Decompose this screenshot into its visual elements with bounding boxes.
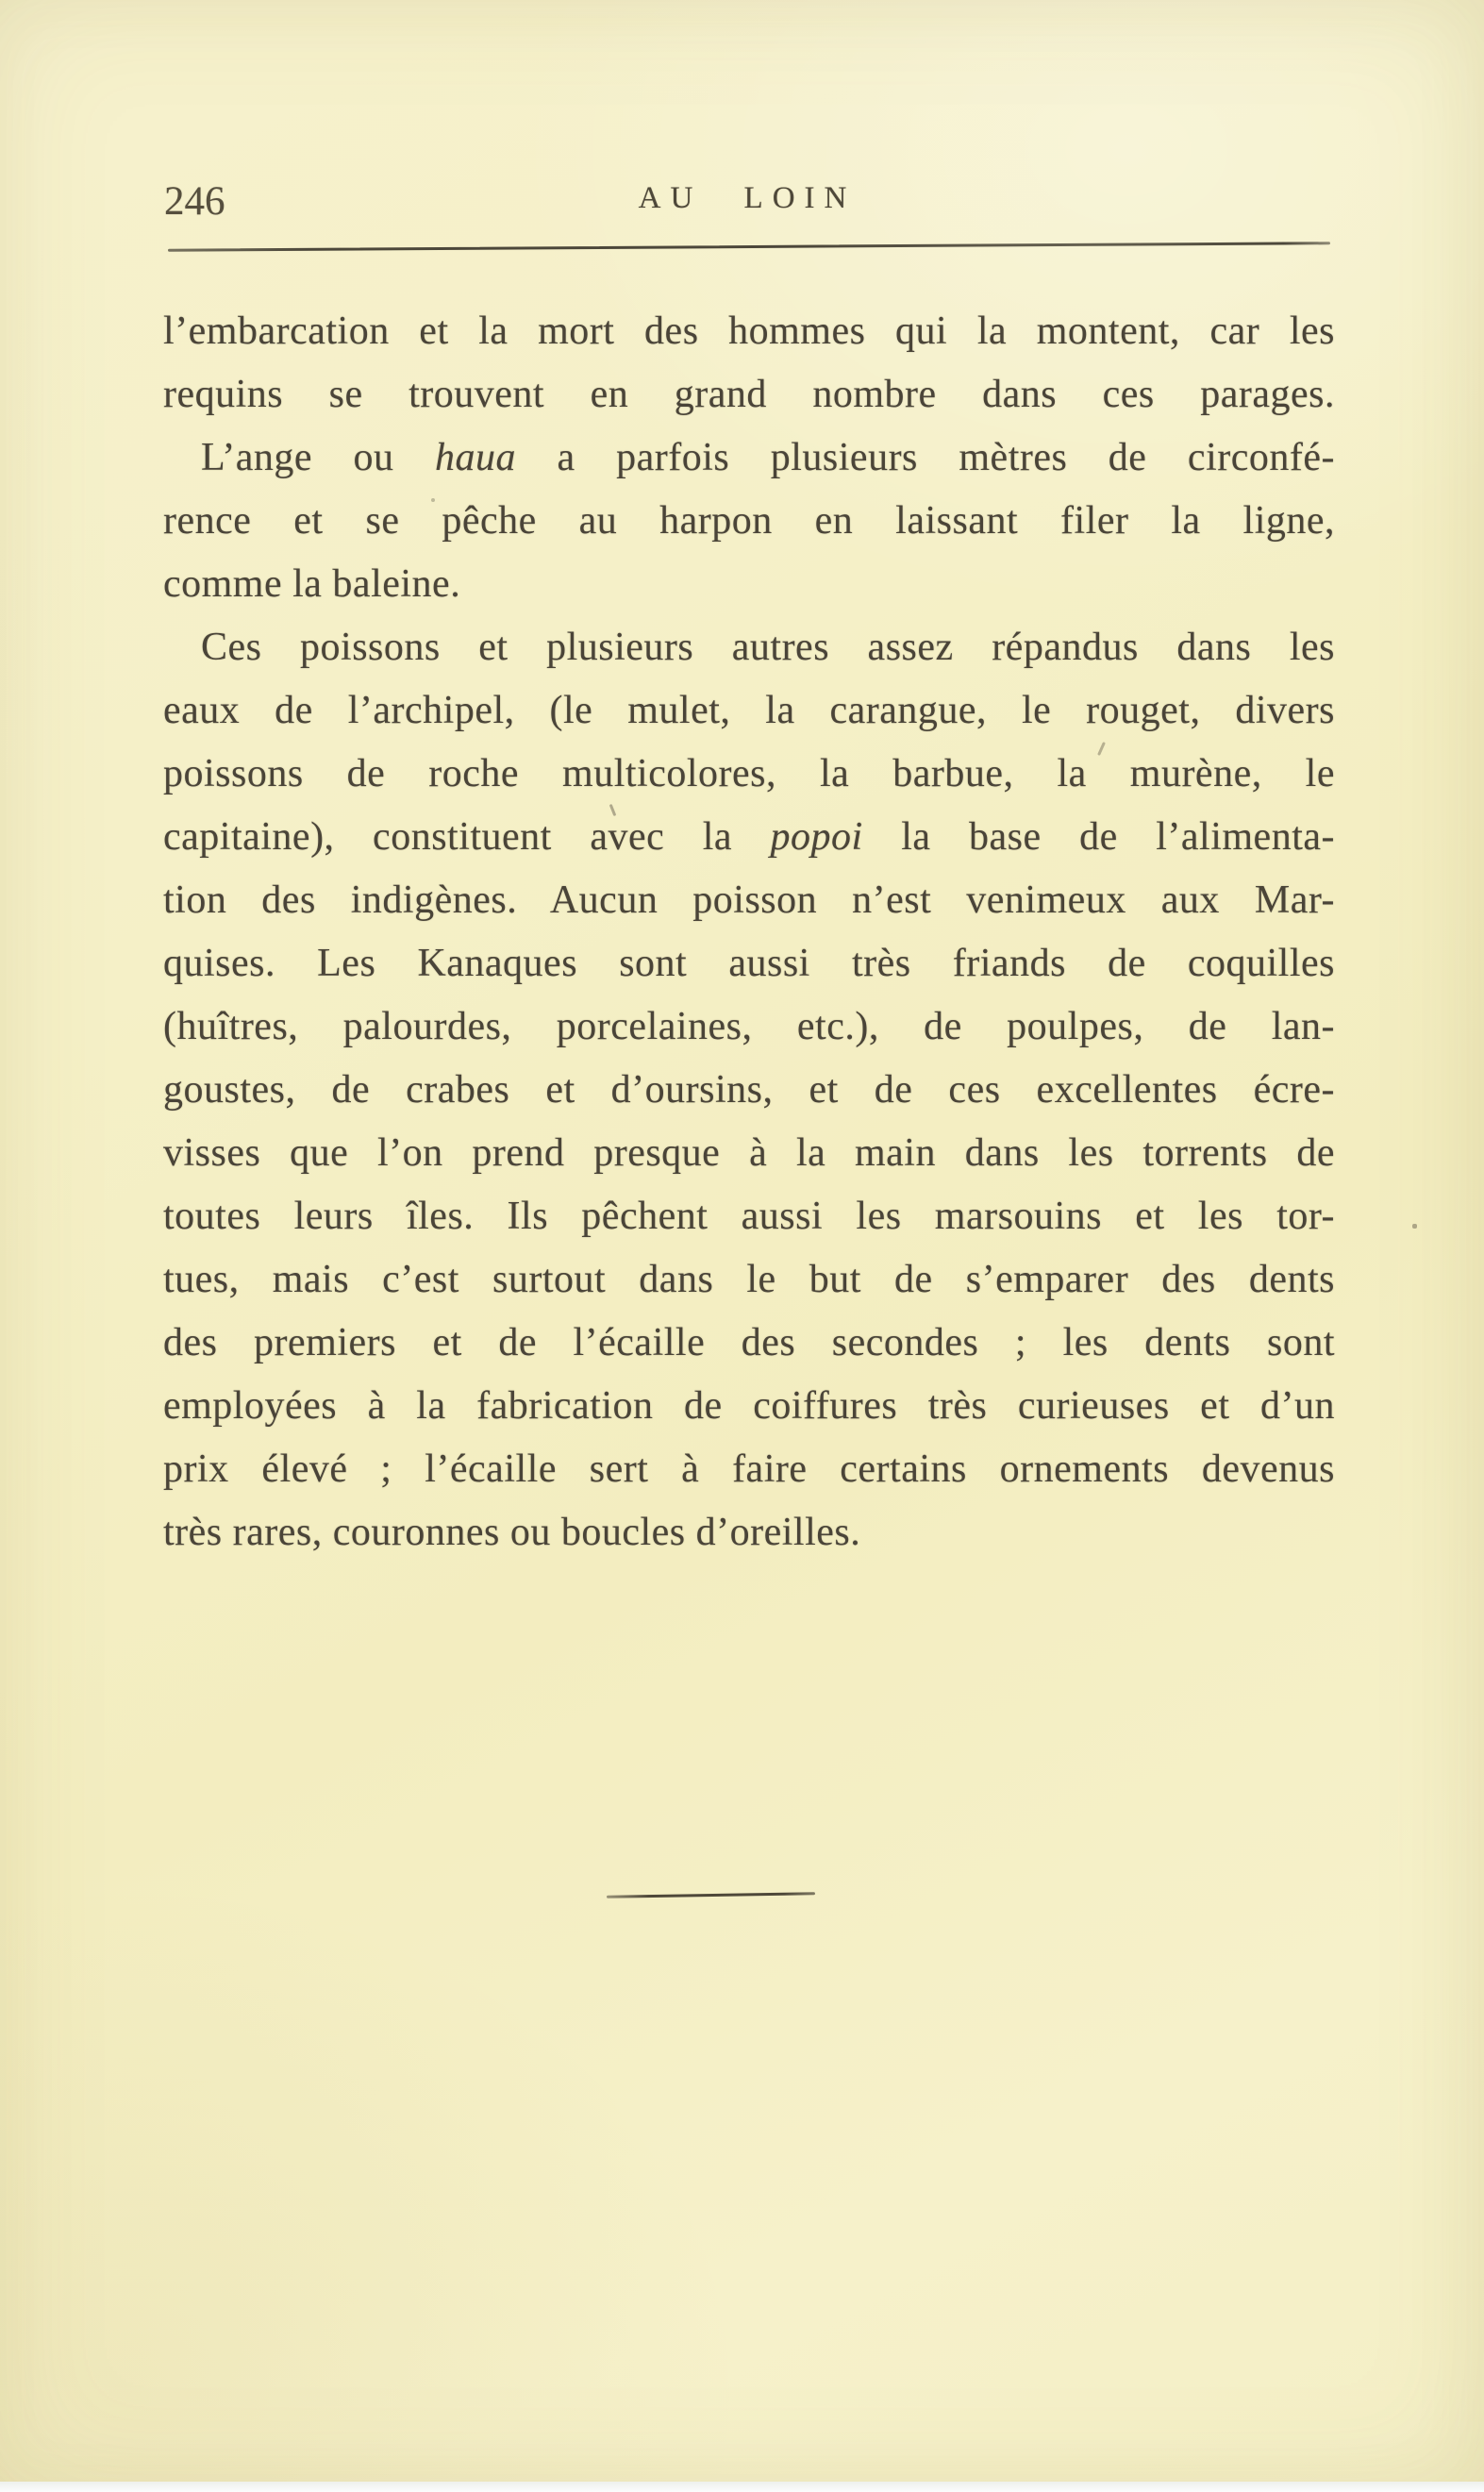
text-segment: a parfois plusieurs mètres de circonfé- [516, 436, 1335, 479]
text-line [163, 300, 1335, 363]
text-segment: quises. Les Kanaques sont aussi très friands de coquilles [163, 942, 1335, 985]
text-line [163, 806, 1335, 869]
text-line [163, 616, 1335, 679]
text-line [163, 1312, 1335, 1375]
text-segment: prix élevé ; l’écaille sert à faire certains ornements devenus [163, 1447, 1335, 1491]
section-divider-rule [607, 1892, 815, 1898]
page-number: 246 [164, 179, 225, 224]
text-segment: rence et se pêche au harpon en laissant filer la ligne, [163, 499, 1335, 543]
text-segment: eaux de l’archipel, (le mulet, la carangue, le rouget, divers [163, 689, 1335, 732]
text-line [163, 869, 1335, 932]
text-line [163, 1248, 1335, 1312]
text-line [163, 490, 1335, 553]
text-segment: L’ange ou [201, 436, 436, 479]
text-segment: l’embarcation et la mort des hommes qui la montent, car les [163, 309, 1335, 353]
text-segment: toutes leurs îles. Ils pêchent aussi les marsouins et les tor- [163, 1195, 1335, 1238]
header-rule [168, 242, 1330, 252]
text-line [163, 1438, 1335, 1501]
text-segment: visses que l’on prend presque à la main dans les torrents de [163, 1131, 1335, 1175]
text-line [163, 743, 1335, 806]
scan-bottom-edge [0, 2482, 1484, 2492]
text-line [163, 553, 1335, 616]
text-segment: capitaine), constituent avec la [163, 815, 771, 859]
text-line [163, 995, 1335, 1059]
text-segment: employées à la fabrication de coiffures très curieuses et d’un [163, 1384, 1335, 1428]
text-segment: la base de l’alimenta- [862, 815, 1335, 859]
text-segment: requins se trouvent en grand nombre dans ces parages. [163, 373, 1335, 416]
text-line [163, 363, 1335, 426]
text-segment: poissons de roche multicolores, la barbue, la murène, le [163, 752, 1335, 795]
page-text [163, 300, 1335, 1564]
text-line [163, 1122, 1335, 1185]
ink-speck [1412, 1224, 1417, 1229]
text-segment: très rares, couronnes ou boucles d’oreilles. [163, 1511, 861, 1554]
text-segment: Ces poissons et plusieurs autres assez répandus dans les [201, 626, 1335, 669]
text-segment: comme la baleine. [163, 562, 461, 606]
text-segment: des premiers et de l’écaille des secondes ; les dents sont [163, 1321, 1335, 1364]
text-line [163, 1059, 1335, 1122]
text-line [163, 1185, 1335, 1248]
ink-speck [431, 498, 435, 502]
italic-word: haua [435, 436, 517, 479]
text-segment: tion des indigènes. Aucun poisson n’est venimeux aux Mar- [163, 878, 1335, 922]
italic-word: popoi [770, 815, 863, 859]
text-line [163, 932, 1335, 995]
text-line [163, 426, 1335, 490]
text-segment: (huîtres, palourdes, porcelaines, etc.), de poulpes, de lan- [163, 1005, 1335, 1048]
running-title: AU LOIN [638, 181, 857, 215]
text-line [163, 679, 1335, 743]
text-segment: tues, mais c’est surtout dans le but de s’emparer des dents [163, 1258, 1335, 1301]
text-line [163, 1501, 1335, 1564]
text-segment: goustes, de crabes et d’oursins, et de ces excellentes écre- [163, 1068, 1335, 1112]
text-line [163, 1375, 1335, 1438]
